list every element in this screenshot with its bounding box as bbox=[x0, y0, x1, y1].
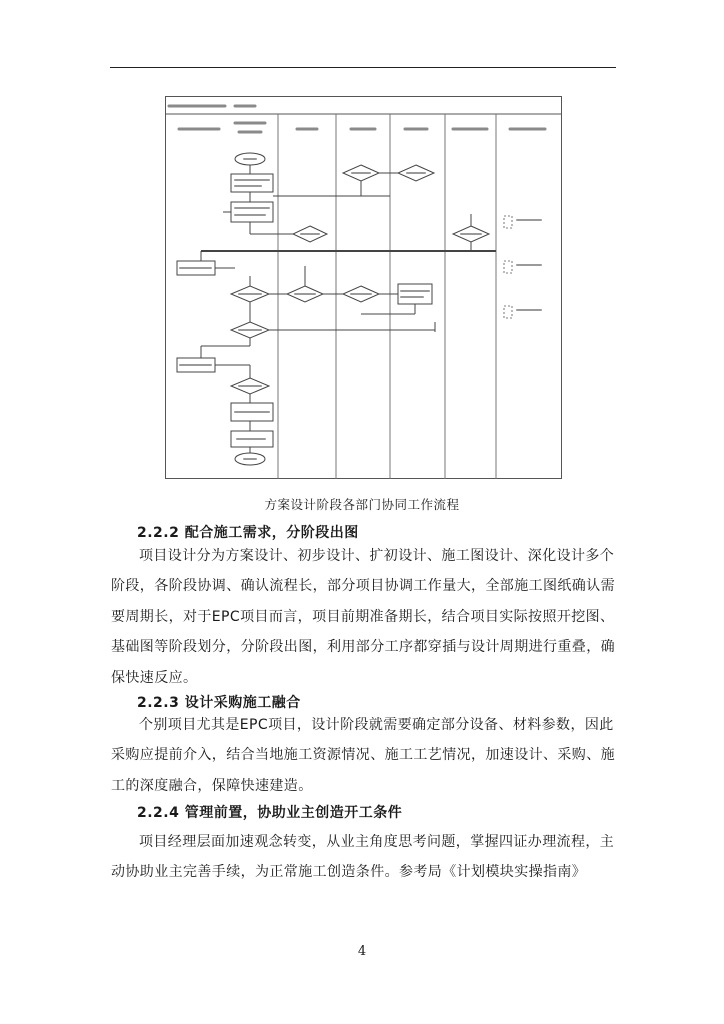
section-paragraph-2-2-4: 项目经理层面加速观念转变，从业主角度思考问题，掌握四证办理流程，主动协助业主完善手续，为正常施工创造条件。参考局《计划模块实操指南》 bbox=[111, 834, 615, 881]
flowchart-figure bbox=[165, 96, 562, 479]
figure-caption: 方案设计阶段各部门协同工作流程 bbox=[264, 497, 460, 512]
section-heading-2-2-3: 2.2.3 设计采购施工融合 bbox=[137, 695, 301, 711]
section-heading-2-2-4: 2.2.4 管理前置，协助业主创造开工条件 bbox=[137, 805, 403, 821]
page-number: 4 bbox=[357, 944, 367, 959]
header-rule bbox=[110, 67, 616, 68]
section-heading-2-2-2: 2.2.2 配合施工需求，分阶段出图 bbox=[137, 525, 359, 541]
section-paragraph-2-2-2: 项目设计分为方案设计、初步设计、扩初设计、施工图设计、深化设计多个阶段，各阶段协调、确认流程长，部分项目协调工作量大，全部施工图纸确认需要周期长，对于EPC项目而言，项目前期准备期长，结合项目实际按照开挖图、基础图等阶段划分，分阶段出图，利用部分工序都穿插与设计周期进行重叠，确保快速反应。 bbox=[111, 548, 615, 686]
section-paragraph-2-2-3: 个别项目尤其是EPC项目，设计阶段就需要确定部分设备、材料参数，因此采购应提前介入，结合当地施工资源情况、施工工艺情况，加速设计、采购、施工的深度融合，保障快速建造。 bbox=[111, 717, 615, 794]
